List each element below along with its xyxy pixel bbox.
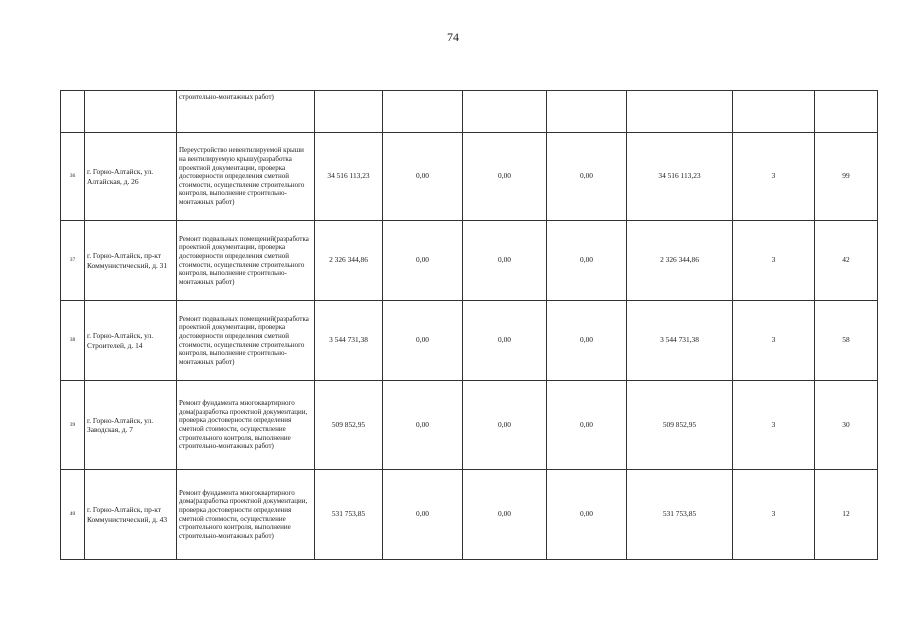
value-cell: 34 516 113,23: [627, 133, 733, 221]
value-cell: 0,00: [383, 381, 463, 470]
total-cost-cell: 2 326 344,86: [315, 221, 383, 301]
value-cell: 3: [733, 221, 815, 301]
row-number: 37: [61, 221, 85, 301]
value-cell: 0,00: [383, 470, 463, 560]
value-cell: 0,00: [547, 470, 627, 560]
repair-works-table: [60, 90, 878, 560]
value-cell: 0,00: [463, 301, 547, 381]
row-number: 40: [61, 470, 85, 560]
total-cost-cell: 3 544 731,38: [315, 301, 383, 381]
total-cost-cell: 531 753,85: [315, 470, 383, 560]
value-cell: 3: [733, 301, 815, 381]
address-cell: г. Горно-Алтайск, ул. Строителей, д. 14: [85, 301, 177, 381]
row-number: 38: [61, 301, 85, 381]
value-cell: 30: [815, 381, 878, 470]
value-cell: 0,00: [547, 381, 627, 470]
total-cost-cell: 509 852,95: [315, 381, 383, 470]
work-description: строительно-монтажных работ): [177, 91, 315, 133]
value-cell: 3 544 731,38: [627, 301, 733, 381]
value-cell: 0,00: [463, 133, 547, 221]
value-cell: 0,00: [547, 221, 627, 301]
value-cell: 0,00: [463, 221, 547, 301]
work-description: Ремонт фундамента многоквартирного дома(разработка проектной документации, проверка достоверности определения сметной стоимости, осуществление строительного контроля, выполнение строительно-монтажных работ): [177, 381, 315, 470]
address-cell: г. Горно-Алтайск, пр-кт Коммунистический, д. 43: [85, 470, 177, 560]
value-cell: 3: [733, 133, 815, 221]
work-description: Ремонт фундамента многоквартирного дома(разработка проектной документации, проверка достоверности определения сметной стоимости, осуществление строительного контроля, выполнение строительно-монтажных работ): [177, 470, 315, 560]
value-cell: 531 753,85: [627, 470, 733, 560]
page-number: 74: [447, 30, 459, 44]
value-cell: 42: [815, 221, 878, 301]
table-row: [61, 301, 878, 381]
value-cell: 0,00: [383, 133, 463, 221]
value-cell: 3: [733, 381, 815, 470]
value-cell: 0,00: [383, 221, 463, 301]
work-description: Ремонт подвальных помещений(разработка проектной документации, проверка достоверности определения сметной стоимости, осуществление строительного контроля, выполнение строительно-монтажных работ): [177, 221, 315, 301]
value-cell: 0,00: [383, 301, 463, 381]
address-cell: г. Горно-Алтайск, ул. Алтайская, д. 26: [85, 133, 177, 221]
row-number: 39: [61, 381, 85, 470]
value-cell: 2 326 344,86: [627, 221, 733, 301]
value-cell: 58: [815, 301, 878, 381]
value-cell: 509 852,95: [627, 381, 733, 470]
table-row: [61, 381, 878, 470]
value-cell: 99: [815, 133, 878, 221]
value-cell: 0,00: [463, 381, 547, 470]
address-cell: г. Горно-Алтайск, ул. Заводская, д. 7: [85, 381, 177, 470]
value-cell: 0,00: [547, 301, 627, 381]
work-description: Переустройство невентилируемой крыши на вентилируемую крышу(разработка проектной документации, проверка достоверности определения сметной стоимости, осуществление строительного контроля, выполнение строительно-монтажных работ): [177, 133, 315, 221]
table-row: [61, 470, 878, 560]
total-cost-cell: 34 516 113,23: [315, 133, 383, 221]
value-cell: 0,00: [547, 133, 627, 221]
work-description: Ремонт подвальных помещений(разработка проектной документации, проверка достоверности определения сметной стоимости, осуществление строительного контроля, выполнение строительно-монтажных работ): [177, 301, 315, 381]
address-cell: г. Горно-Алтайск, пр-кт Коммунистический, д. 31: [85, 221, 177, 301]
table-row-continuation: [61, 91, 878, 133]
value-cell: 0,00: [463, 470, 547, 560]
row-number: 36: [61, 133, 85, 221]
table-row: [61, 221, 878, 301]
table-row: [61, 133, 878, 221]
value-cell: 3: [733, 470, 815, 560]
value-cell: 12: [815, 470, 878, 560]
